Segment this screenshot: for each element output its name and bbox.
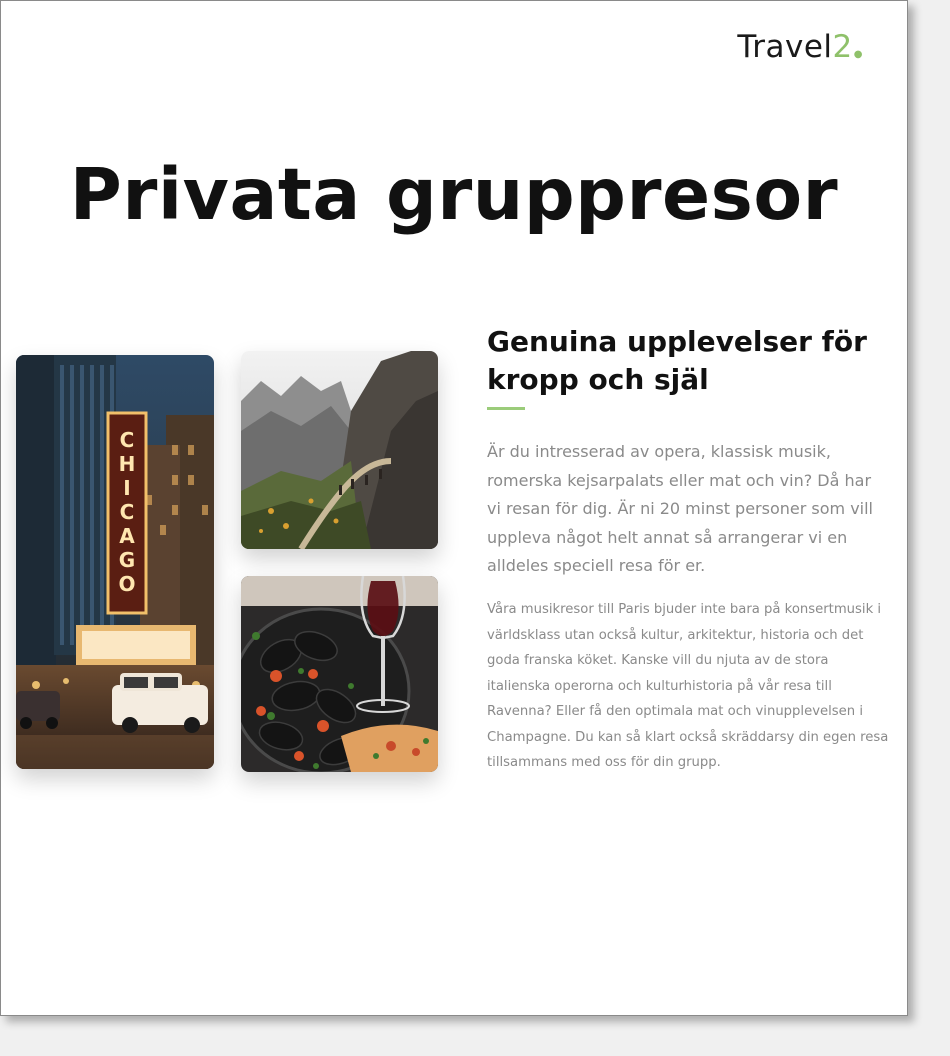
brand-logo-main: Travel [737,29,833,65]
svg-text:H: H [118,452,136,476]
mountain-trail-photo [241,351,438,549]
brand-logo [737,29,863,65]
chicago-theatre-photo [16,355,214,769]
svg-text:G: G [118,548,136,572]
svg-text:O: O [118,572,136,596]
svg-text:C: C [119,500,135,524]
brand-logo-accent: 2 [832,29,853,65]
body-paragraph: Våra musikresor till Paris bjuder inte bara på konsertmusik i världsklass utan också kultur, arkitektur, historia och det goda franska köket. Kanske vill du njuta av de stora italienska operorna och kulturhistoria på vår resa till Ravenna? Eller få den optimala mat och vinupplevelsen i Champagne. Du kan så klart också skräddarsy din egen resa tillsammans med oss för din grupp. [487,602,889,770]
lead-paragraph: Är du intresserad av opera, klassisk musik, romerska kejsarpalats eller mat och vin? Då har vi resan för dig. Är ni 20 minst personer som vill uppleva något helt annat så arrangerar vi en alldeles speciell resa för er. [487,442,873,575]
svg-text:C: C [119,428,135,452]
accent-divider [487,407,525,410]
brand-logo-dot-icon: ● [853,49,863,60]
svg-text:A: A [119,524,135,548]
page-title: Privata gruppresor [69,153,839,236]
svg-text:I: I [123,476,131,500]
section-subheading: Genuina upplevelser för kropp och själ [487,325,867,396]
mussels-wine-photo [241,576,438,772]
